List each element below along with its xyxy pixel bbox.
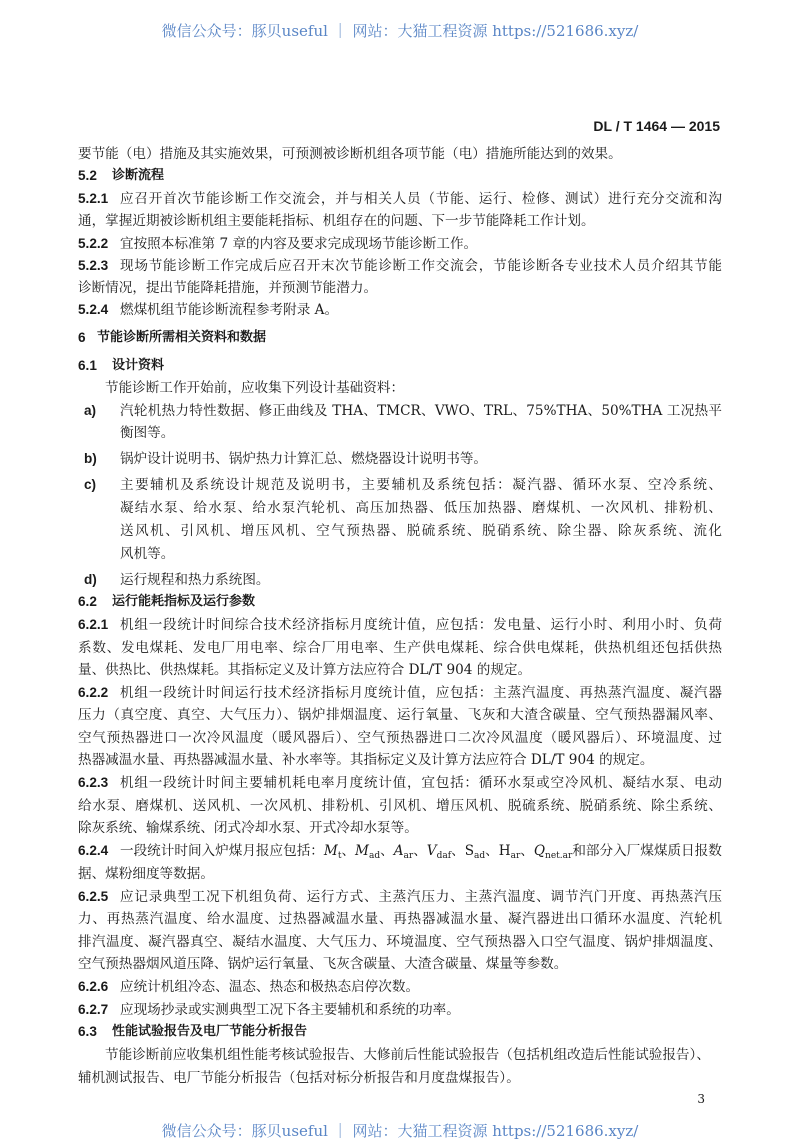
line-text: [97, 329, 266, 347]
line-text: [78, 706, 722, 724]
line-text: [120, 190, 722, 208]
text: 除灰系统、输煤系统、闭式冷却水泵、开式冷却水泵等。: [78, 820, 418, 836]
coal-symbol: $H_{ar}$、: [498, 843, 534, 861]
subscript: t: [337, 851, 342, 861]
line-text: [112, 593, 255, 611]
line-text: [112, 167, 164, 185]
clause-number: b): [84, 451, 97, 466]
symbol: H: [498, 843, 511, 859]
line-text: [120, 978, 419, 996]
text: 诊断流程: [112, 168, 165, 183]
text: 送风机、引风机、增压风机、空气预热器、脱硫系统、脱硝系统、除尘器、除灰系统、流化: [120, 523, 722, 539]
clause-number: c): [84, 477, 97, 492]
line-text: [120, 499, 722, 517]
page-number: 3: [697, 1092, 705, 1106]
line-text: [120, 402, 722, 420]
text: 节能诊断前应收集机组性能考核试验报告、大修前后性能试验报告（包括机组改造后性能试验报告）、: [105, 1047, 710, 1063]
line-text: [120, 684, 722, 702]
text: 应召开首次节能诊断工作交流会，并与相关人员（节能、运行、检修、测试）进行充分交流和沟: [120, 191, 722, 207]
text: 据、煤粉细度等数据。: [78, 866, 214, 882]
line-text: [112, 357, 164, 375]
subscript: ar: [403, 851, 414, 861]
coal-symbol: $S_{ad}$、: [464, 843, 499, 861]
line-text: [78, 910, 722, 928]
line-text: [78, 751, 653, 769]
text: 汽轮机热力特性数据、修正曲线及 THA、TMCR、VWO、TRL、75%THA、50%THA 工况热平: [120, 403, 722, 419]
text: 机组一段统计时间主要辅机耗电率月度统计值，宜包括：循环水泵或空冷风机、凝结水泵、电动: [120, 775, 722, 791]
clause-number: 6.2.4: [78, 843, 109, 858]
line-text: [105, 1046, 710, 1064]
line-text: [112, 1023, 307, 1041]
line-text: [120, 616, 722, 634]
watermark-footer: 微信公众号：豚贝useful ｜ 网站：大猫工程资源 https://521686.xyz/: [161, 1122, 639, 1140]
text: 性能试验报告及电厂节能分析报告: [112, 1024, 308, 1039]
clause-number: 5.2.2: [78, 236, 109, 251]
text: 空气预热器进口一次冷风温度（暖风器后）、空气预热器进口二次冷风温度（暖风器后）、环境温度、过: [78, 730, 722, 746]
text: 压力（真空度、真空、大气压力）、锅炉排烟温度、运行氧量、飞灰和大渣含碳量、空气预热器漏风率、: [78, 707, 722, 723]
text: 衡图等。: [120, 425, 175, 441]
text: 主要辅机及系统设计规范及说明书，主要辅机及系统包括：凝汽器、循环水泵、空冷系统、: [120, 477, 722, 493]
clause-number: 5.2.1: [78, 191, 109, 206]
clause-number: 6.2.3: [78, 775, 109, 790]
text: 给水泵、磨煤机、送风机、一次风机、排粉机、引风机、增压风机、脱硫系统、脱硝系统、除尘系统、: [78, 798, 722, 814]
text: 凝结水泵、给水泵、给水泵汽轮机、高压加热器、低压加热器、磨煤机、一次风机、排粉机、: [120, 500, 722, 516]
clause-number: 6.2.6: [78, 979, 109, 994]
symbol: Q: [533, 843, 546, 859]
symbol: M: [323, 843, 338, 859]
text: 排汽温度、凝汽器真空、凝结水温度、大气压力、环境温度、空气预热器入口空气温度、锅炉排烟温度、: [78, 934, 722, 950]
text: 和部分入厂煤煤质日报数: [572, 843, 722, 859]
line-text: [78, 212, 595, 230]
text: 设计资料: [112, 358, 165, 373]
text: 应统计机组冷态、温态、热态和极热态启停次数。: [120, 979, 420, 995]
line-text: [120, 257, 722, 275]
text: 应现场抄录或实测典型工况下各主要辅机和系统的功率。: [120, 1002, 460, 1018]
line-text: [105, 379, 404, 397]
text: 运行能耗指标及运行参数: [112, 594, 256, 609]
line-text: [120, 774, 722, 792]
text: 力、再热蒸汽温度、给水温度、过热器减温水量、再热器减温水量、凝汽器进出口循环水温度、汽轮机: [78, 911, 722, 927]
text: 宜按照本标准第 7 章的内容及要求完成现场节能诊断工作。: [120, 236, 478, 252]
line-text: [120, 1001, 460, 1019]
clause-number: 5.2: [78, 168, 97, 183]
line-text: [78, 1069, 520, 1087]
text: 锅炉设计说明书、锅炉热力计算汇总、燃烧器设计说明书等。: [120, 451, 488, 467]
text: 一段统计时间入炉煤月报应包括：: [120, 843, 324, 859]
text: 辅机测试报告、电厂节能分析报告（包括对标分析报告和月度盘煤报告）。: [78, 1070, 520, 1086]
clause-number: 6.2.7: [78, 1002, 109, 1017]
line-text: [78, 819, 418, 837]
subscript: ad: [474, 851, 486, 861]
line-text: [78, 279, 377, 297]
clause-number: 6.2.2: [78, 685, 109, 700]
coal-symbol: $M_{ad}$、: [355, 843, 394, 861]
text: 风机等。: [120, 546, 175, 562]
symbol: M: [355, 843, 369, 859]
text: 通，掌握近期被诊断机组主要能耗指标、机组存在的问题、下一步节能降耗工作计划。: [78, 213, 595, 229]
symbol: A: [393, 843, 404, 859]
symbol: S: [464, 843, 475, 859]
clause-number: d): [84, 572, 97, 587]
line-text: [78, 955, 567, 973]
clause-number: 5.2.4: [78, 302, 109, 317]
line-text: [120, 842, 722, 865]
line-text: [120, 301, 338, 319]
line-text: [120, 522, 722, 540]
line-text: [78, 145, 622, 163]
line-text: [120, 571, 270, 589]
text: 现场节能诊断工作完成后应召开末次节能诊断工作交流会，节能诊断各专业技术人员介绍其节能: [120, 258, 722, 274]
text: 燃煤机组节能诊断流程参考附录 A。: [120, 302, 339, 318]
subscript: daf: [436, 851, 452, 861]
clause-number: 5.2.3: [78, 258, 109, 273]
clause-number: 6.2: [78, 594, 97, 609]
symbol: V: [426, 843, 437, 859]
watermark-header: 微信公众号：豚贝useful ｜ 网站：大猫工程资源 https://521686.xyz/: [161, 22, 639, 40]
text: 机组一段统计时间运行技术经济指标月度统计值，应包括：主蒸汽温度、再热蒸汽温度、凝汽器: [120, 685, 722, 701]
clause-number: 6.2.5: [78, 889, 109, 904]
subscript: net.ar: [545, 851, 573, 861]
line-text: [120, 235, 477, 253]
line-text: [120, 450, 487, 468]
text: 诊断情况，提出节能降耗措施，并预测节能潜力。: [78, 280, 378, 296]
text: 应记录典型工况下机组负荷、运行方式、主蒸汽压力、主蒸汽温度、调节汽门开度、再热蒸汽压: [120, 889, 722, 905]
coal-symbol: [534, 843, 572, 859]
text: 量、供热比、供热煤耗。其指标定义及计算方法应符合 DL/T 904 的规定。: [78, 662, 532, 678]
clause-number: a): [84, 403, 97, 418]
text: 要节能（电）措施及其实施效果，可预测被诊断机组各项节能（电）措施所能达到的效果。: [78, 146, 622, 162]
coal-symbol: $A_{ar}$、: [393, 843, 427, 861]
coal-symbol: $M_t$、: [323, 843, 356, 861]
line-text: [78, 661, 531, 679]
subscript: ar: [510, 851, 521, 861]
clause-number: 6.3: [78, 1024, 97, 1039]
text: 节能诊断所需相关资料和数据: [97, 330, 267, 345]
line-text: [120, 545, 174, 563]
text: 机组一段统计时间综合技术经济指标月度统计值，应包括：发电量、运行小时、利用小时、负荷: [120, 617, 722, 633]
clause-number: 6: [78, 330, 86, 345]
subscript: ad: [368, 851, 381, 861]
line-text: [120, 888, 722, 906]
line-text: [120, 424, 174, 442]
text: 空气预热器烟风道压降、锅炉运行氧量、飞灰含碳量、大渣含碳量、煤量等参数。: [78, 956, 568, 972]
line-text: [120, 476, 722, 494]
line-text: [78, 639, 722, 657]
text: 节能诊断工作开始前，应收集下列设计基础资料：: [105, 380, 405, 396]
coal-symbol: $V_{daf}$、: [426, 843, 465, 861]
text: 运行规程和热力系统图。: [120, 572, 270, 588]
standard-number: DL / T 1464 — 2015: [593, 118, 720, 134]
clause-number: 6.2.1: [78, 617, 109, 632]
line-text: [78, 865, 214, 883]
clause-number: 6.1: [78, 358, 97, 373]
text: 系数、发电煤耗、发电厂用电率、综合厂用电率、生产供电煤耗、综合供电煤耗，供热机组还包括供热: [78, 640, 722, 656]
line-text: [78, 729, 722, 747]
text: 热器减温水量、再热器减温水量、补水率等。其指标定义及计算方法应符合 DL/T 904 的规定。: [78, 752, 654, 768]
line-text: [78, 797, 722, 815]
line-text: [78, 933, 722, 951]
